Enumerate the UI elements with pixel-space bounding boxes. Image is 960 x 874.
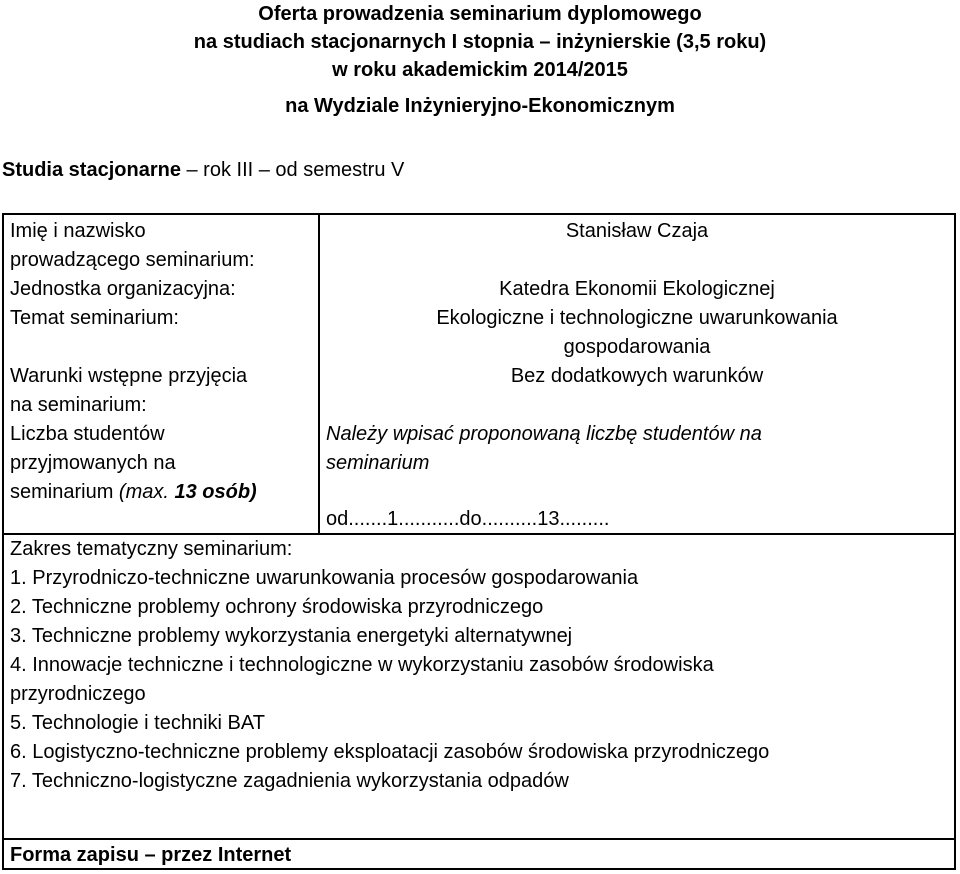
forma-zapisu: Forma zapisu – przez Internet xyxy=(10,844,292,866)
header-faculty-text: na Wydziale Inżynieryjno-Ekonomicznym xyxy=(285,95,675,117)
label-liczba-2: przyjmowanych na xyxy=(10,452,176,474)
document-header xyxy=(0,0,960,84)
label-imie-2: prowadzącego seminarium: xyxy=(10,249,255,271)
header-title: Oferta prowadzenia seminarium dyplomowego xyxy=(258,3,702,25)
zakres-item: przyrodniczego xyxy=(10,683,146,705)
seminar-offer-table xyxy=(2,213,956,870)
value-jednostka: Katedra Ekonomii Ekologicznej xyxy=(499,278,775,300)
zakres-item: 4. Innowacje techniczne i technologiczne w wykorzystaniu zasobów środowiska xyxy=(10,654,714,676)
label-warunki-1: Warunki wstępne przyjęcia xyxy=(10,365,248,387)
liczba-range: od.......1...........do..........13......... xyxy=(326,508,610,530)
zakres-item: 1. Przyrodniczo-techniczne uwarunkowania procesów gospodarowania xyxy=(10,567,639,589)
label-warunki-2: na seminarium: xyxy=(10,394,147,416)
label-liczba-1: Liczba studentów xyxy=(10,423,165,445)
zakres-section xyxy=(10,535,769,796)
label-imie-1: Imię i nazwisko xyxy=(10,220,146,242)
label-liczba-3b: (max. xyxy=(118,481,169,503)
value-warunki: Bez dodatkowych warunków xyxy=(510,365,764,387)
study-mode-line xyxy=(2,159,404,182)
label-jednostka: Jednostka organizacyjna: xyxy=(10,278,236,300)
zakres-item: 7. Techniczno-logistyczne zagadnienia wykorzystania odpadów xyxy=(10,770,569,792)
row-divider-forma xyxy=(4,838,954,840)
label-liczba-3c: 13 osób) xyxy=(168,481,257,503)
value-temat-1: Ekologiczne i technologiczne uwarunkowania xyxy=(436,307,838,329)
value-imie: Stanisław Czaja xyxy=(565,220,709,242)
zakres-item: 2. Techniczne problemy ochrony środowiska przyrodniczego xyxy=(10,596,544,618)
header-faculty xyxy=(0,92,960,120)
label-liczba-3a: seminarium xyxy=(10,481,119,503)
zakres-item: 3. Techniczne problemy wykorzystania energetyki alternatywnej xyxy=(10,625,573,647)
value-temat-2: gospodarowania xyxy=(563,336,711,358)
zakres-item: 5. Technologie i techniki BAT xyxy=(10,712,265,734)
zakres-item: 6. Logistyczno-techniczne problemy eksploatacji zasobów środowiska przyrodniczego xyxy=(10,741,770,763)
liczba-note-2: seminarium xyxy=(326,452,430,474)
study-mode-bold: Studia stacjonarne xyxy=(2,159,181,181)
study-mode-rest: – rok III – od semestru V xyxy=(180,159,405,181)
label-liczba-3 xyxy=(10,478,257,507)
liczba-note-1: Należy wpisać proponowaną liczbę studentów na xyxy=(326,423,762,445)
header-academic-year: w roku akademickim 2014/2015 xyxy=(332,59,628,81)
zakres-title: Zakres tematyczny seminarium: xyxy=(10,538,293,560)
label-temat: Temat seminarium: xyxy=(10,307,179,329)
header-study-level: na studiach stacjonarnych I stopnia – inżynierskie (3,5 roku) xyxy=(193,31,767,53)
